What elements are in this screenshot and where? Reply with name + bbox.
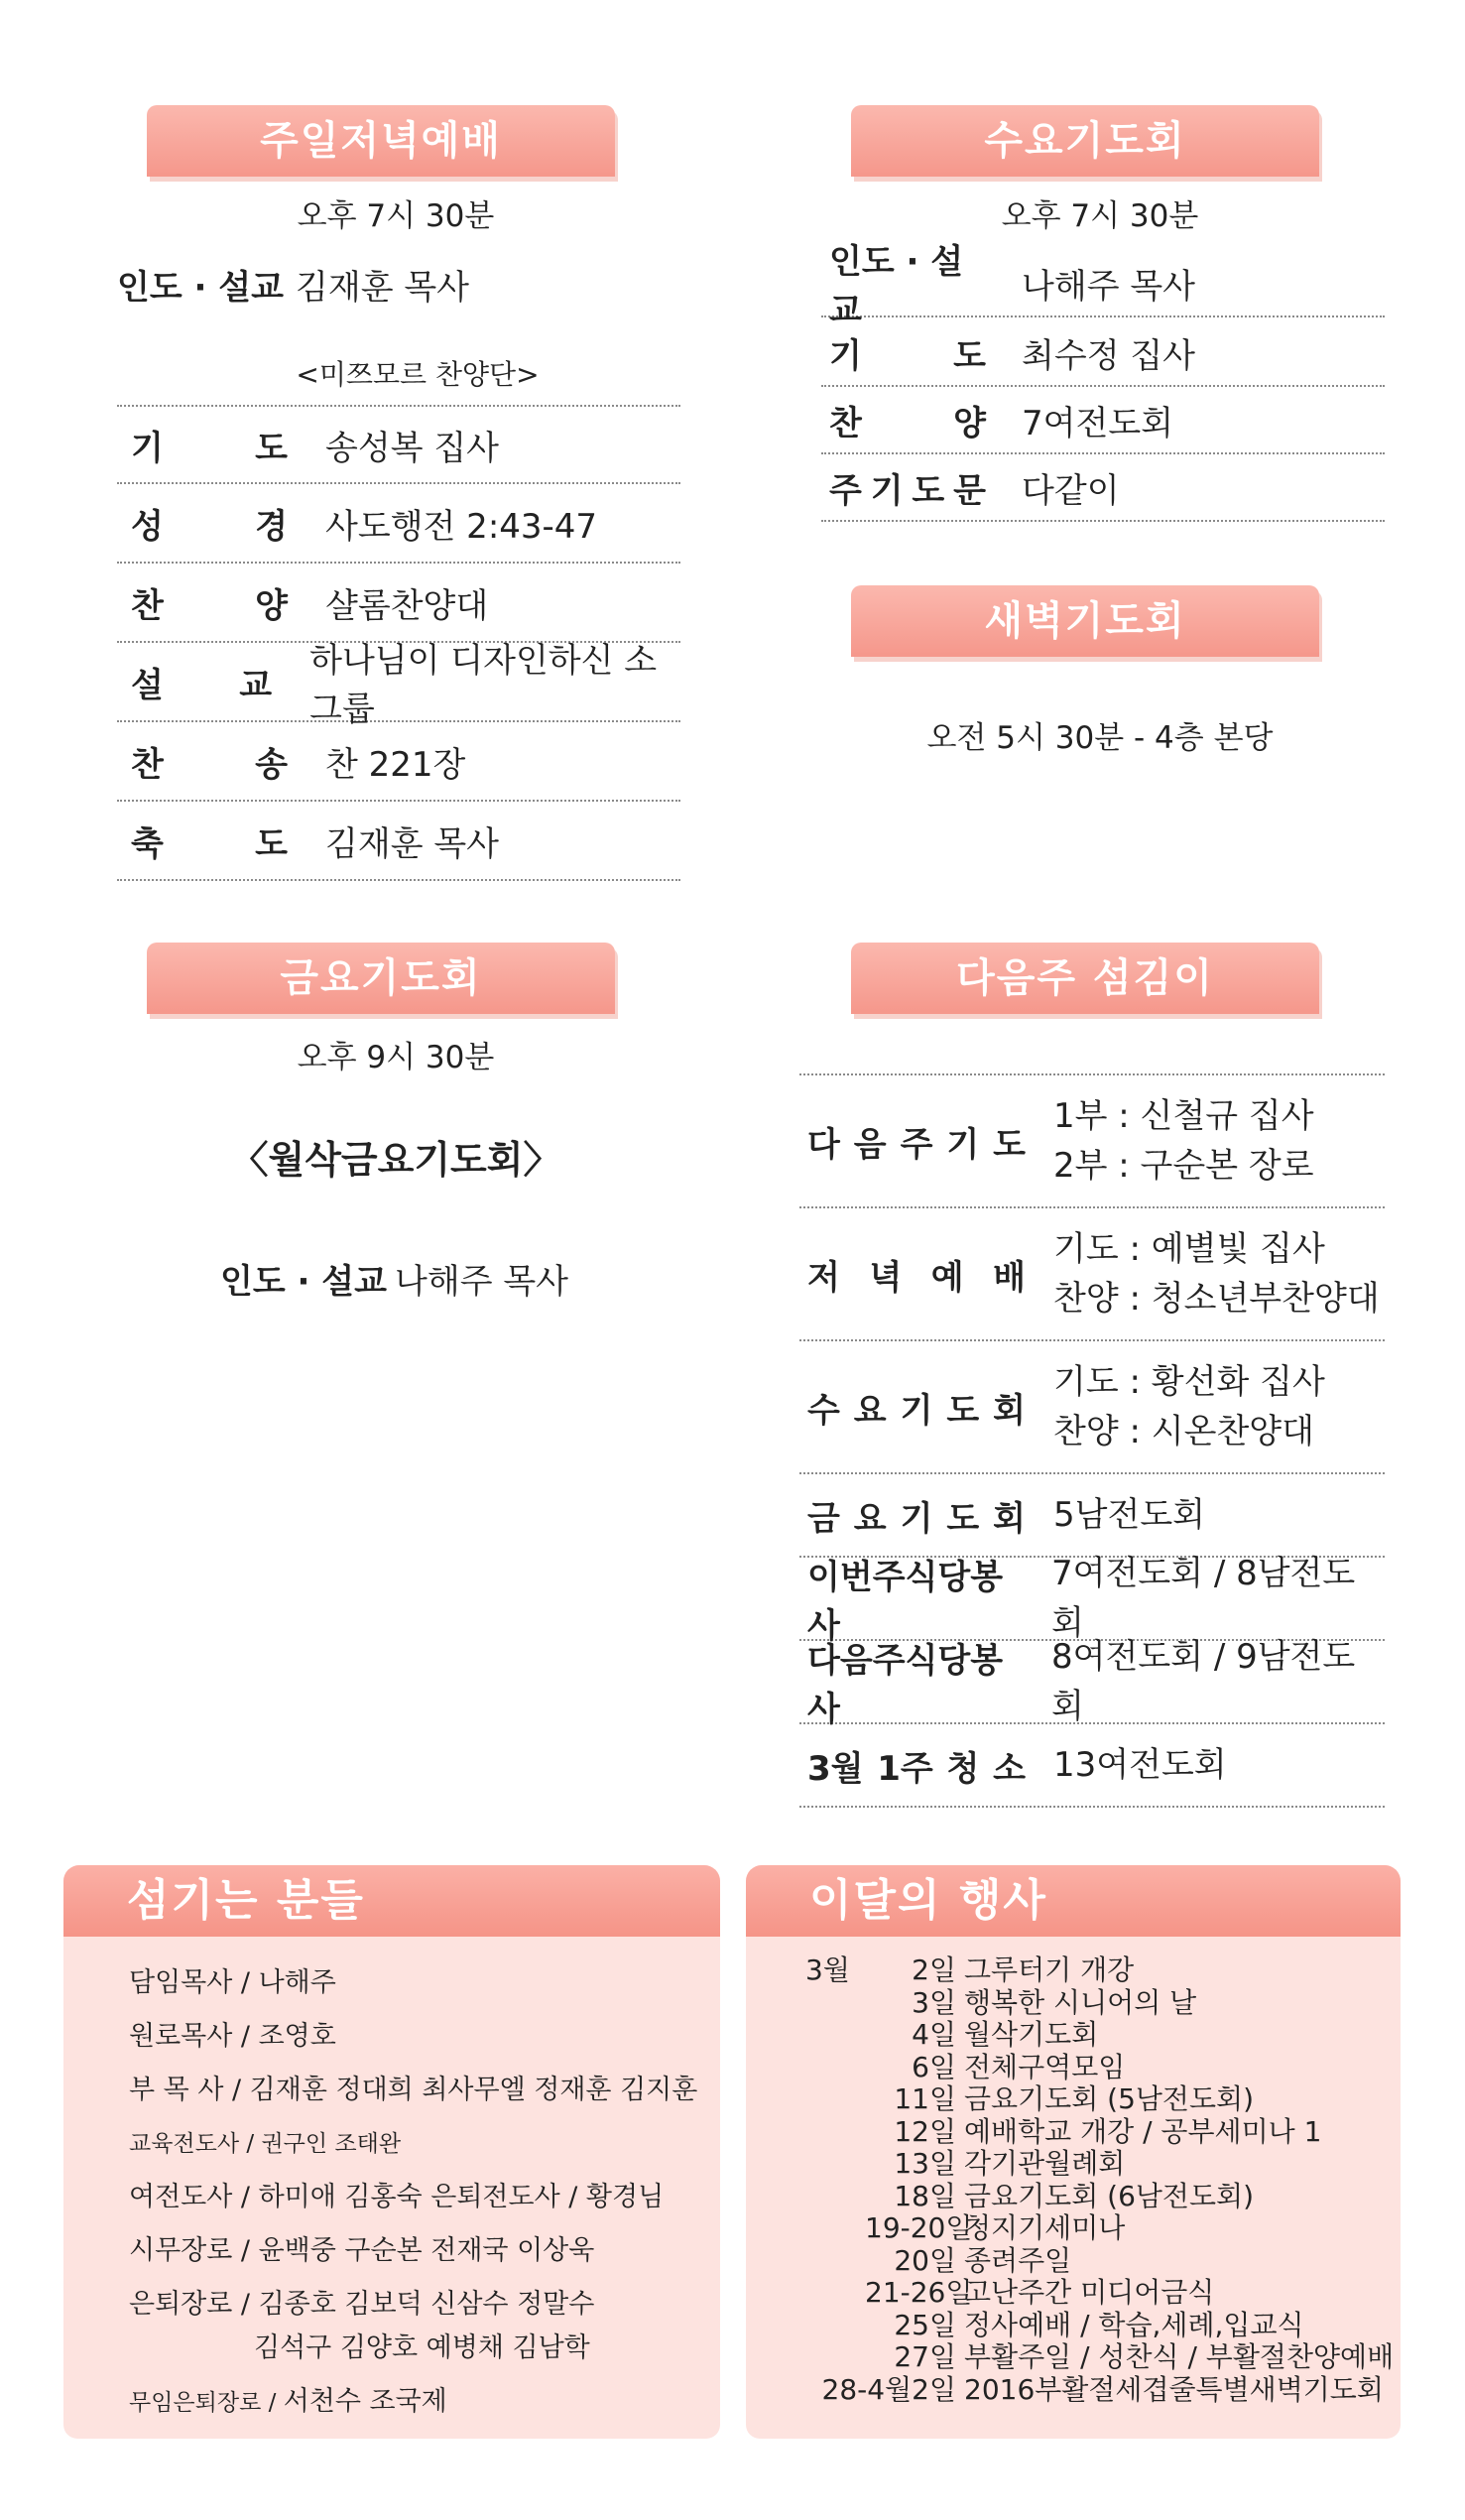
next-week-row-line: 기도 : 황선화 집사 (1053, 1362, 1325, 1402)
wednesday-row-label (829, 328, 986, 377)
next-week-row-label-part: 회 (993, 1498, 1026, 1539)
sunday-row (117, 802, 680, 881)
servants-list (63, 1937, 720, 2429)
wednesday-row-label (829, 396, 986, 444)
sunday-row-label-part: 도 (255, 823, 288, 864)
next-week-row-line: 찬양 : 청소년부찬양대 (1053, 1279, 1380, 1319)
next-week-row-line: 기도 : 예별빛 집사 (1053, 1229, 1325, 1269)
servant-line: 교육전도사 / 권구인 조태완 (129, 2131, 402, 2157)
sunday-row (117, 641, 680, 729)
servant-line-names: 서천수 조국제 (283, 2386, 447, 2417)
event-day: 11일 (894, 2082, 956, 2115)
next-week-row-label (807, 1741, 1026, 1790)
event-text: 금요기도회 (5남전도회) (964, 2082, 1254, 2115)
event-day: 21-26일 (865, 2276, 973, 2309)
servant-line: 여전도사 / 하미애 김홍숙 은퇴전도사 / 황경님 (129, 2182, 665, 2212)
next-week-row-label-part: 이번주식당봉사 (807, 1558, 1004, 1646)
event-day: 6일 (912, 2050, 956, 2083)
wednesday-row-label-part: 인도 · 설교 (829, 242, 964, 330)
dawn-time: 오전 5시 30분 - 4층 본당 (926, 720, 1274, 756)
servants-title: 섬기는 분들 (63, 1865, 720, 1937)
events-box (746, 1865, 1401, 2439)
servants-box (63, 1865, 720, 2439)
next-week-row (799, 1208, 1385, 1341)
servant-line: 은퇴장로 / 김종호 김보덕 신삼수 정말수 (129, 2289, 595, 2320)
event-date: 28-4월2일 (821, 2372, 956, 2406)
event-text: 2016부활절세겹줄특별새벽기도회 (964, 2372, 1384, 2406)
sunday-row-label-part: 찬 (131, 585, 164, 626)
event-item (805, 1987, 1401, 2020)
friday-time: 오후 9시 30분 (297, 1040, 495, 1075)
event-text: 예배학교 개강 / 공부세미나 1 (964, 2114, 1322, 2148)
sunday-row-label (131, 421, 288, 469)
next-week-row-label-part: 1주 (877, 1748, 933, 1789)
event-month (805, 2277, 865, 2310)
event-item (805, 2181, 1401, 2213)
sunday-leader-label: 인도 · 설교 (117, 267, 284, 308)
event-day: 2일 (912, 1953, 956, 1986)
next-week-row-line: 2부 : 구순본 장로 (1053, 1146, 1314, 1186)
next-week-row-label-part: 도 (946, 1390, 980, 1431)
sunday-row-label-part: 기 (131, 428, 164, 468)
event-day: 19-20일 (865, 2211, 973, 2244)
event-item (805, 2019, 1401, 2052)
next-week-row-label-part: 금 (807, 1498, 840, 1539)
event-item (805, 2052, 1401, 2084)
event-month (805, 2212, 865, 2245)
event-item (805, 2148, 1401, 2181)
wednesday-row-label-part: 도 (912, 470, 945, 511)
next-week-row-label-part: 기 (900, 1390, 933, 1431)
event-text: 정사예배 / 학습,세례,입교식 (964, 2308, 1304, 2341)
sunday-row-label (131, 817, 288, 865)
next-week-row-label (807, 1491, 1026, 1540)
event-text: 월삭기도회 (964, 2018, 1099, 2051)
event-month (805, 2310, 865, 2342)
event-day: 3일 (912, 1985, 956, 2019)
wednesday-row-label-part: 찬 (829, 403, 862, 443)
servant-line (129, 2375, 720, 2429)
next-week-row-label-part: 소 (993, 1748, 1026, 1789)
wednesday-row-label-part: 양 (953, 403, 986, 443)
wednesday-row-label-part: 문 (953, 470, 986, 511)
sunday-row-label-part: 송 (255, 744, 288, 785)
wednesday-row-value: 다같이 (1022, 470, 1120, 511)
next-week-row (799, 1554, 1385, 1646)
servant-line: 담임목사 / 나해주 (129, 1967, 336, 1998)
next-week-row-line: 13여전도회 (1053, 1745, 1227, 1785)
event-day: 27일 (894, 2340, 956, 2373)
next-week-row-value (1053, 1091, 1314, 1191)
sunday-row-label-part: 경 (255, 506, 288, 547)
next-week-row-label-part: 주 (900, 1124, 933, 1165)
wednesday-row-label-part: 기 (829, 335, 862, 376)
friday-banner: 금요기도회 (147, 943, 615, 1014)
sunday-row-label-part: 축 (131, 823, 164, 864)
next-week-row-value (1051, 1632, 1385, 1731)
next-week-row-label-part: 도 (946, 1498, 980, 1539)
event-day: 4일 (912, 2018, 956, 2051)
next-week-row-label-part: 예 (930, 1257, 964, 1298)
next-week-row (799, 1637, 1385, 1729)
sunday-row-label-part: 성 (131, 506, 164, 547)
next-week-row-label-part: 다음주식당봉사 (807, 1641, 1004, 1729)
event-item (805, 2310, 1401, 2342)
servant-line: 부 목 사 / 김재훈 정대희 최사무엘 정재훈 김지훈 (129, 2075, 698, 2105)
sunday-row-value: 사도행전 2:43-47 (325, 506, 598, 547)
event-month (805, 2181, 865, 2213)
friday-leader-label: 인도 · 설교 (220, 1261, 387, 1302)
sunday-row (117, 405, 680, 484)
sunday-row-label (131, 737, 288, 786)
friday-subtitle: 〈월삭금요기도회〉 (230, 1138, 561, 1182)
event-month (805, 2019, 865, 2052)
event-text: 부활주일 / 성찬식 / 부활절찬양예배 (964, 2340, 1395, 2373)
servant-line: 김석구 김양호 예병채 김남학 (254, 2332, 590, 2363)
next-week-row-line: 찬양 : 시온찬양대 (1053, 1412, 1314, 1451)
next-week-row-line: 7여전도회 / 8남전도회 (1051, 1554, 1356, 1643)
event-month: 3월 (805, 1953, 850, 1986)
next-week-row (799, 1474, 1385, 1558)
sunday-row-value: 샬롬찬양대 (325, 585, 489, 626)
event-text: 고난주간 미디어금식 (964, 2276, 1215, 2309)
servant-line-role: 무임은퇴장로 / (129, 2390, 284, 2416)
wednesday-row (821, 319, 1385, 387)
next-week-row-label (807, 1250, 1026, 1299)
sunday-row-label (131, 658, 272, 706)
next-week-row-line: 8여전도회 / 9남전도회 (1051, 1637, 1356, 1726)
sunday-row-value: 송성복 집사 (325, 428, 500, 468)
next-week-row-value (1053, 1357, 1325, 1456)
sunday-row-label-part: 설 (131, 665, 164, 705)
next-week-row-label-part: 저 (807, 1257, 840, 1298)
servant-line: 시무장로 / 윤백중 구순본 전재국 이상욱 (129, 2235, 595, 2266)
dawn-banner: 새벽기도회 (851, 585, 1319, 657)
next-week-row-label-part: 배 (993, 1257, 1026, 1298)
servant-line: 원로목사 / 조영호 (129, 2021, 336, 2052)
next-week-row-value (1053, 1224, 1380, 1323)
wednesday-row-label (829, 463, 986, 512)
wednesday-row (821, 242, 1385, 330)
event-month (805, 2052, 865, 2084)
event-month (805, 2341, 865, 2374)
event-month (805, 1987, 865, 2020)
sunday-row (117, 484, 680, 564)
next-week-row-label (807, 1633, 1024, 1730)
wednesday-row-value: 나해주 목사 (1022, 266, 1196, 307)
next-week-row-label-part: 회 (993, 1390, 1026, 1431)
sunday-row-label (131, 578, 288, 627)
sunday-leader-value: 김재훈 목사 (296, 267, 470, 308)
sunday-row-label (131, 499, 288, 548)
next-week-banner: 다음주 섬김이 (851, 943, 1319, 1014)
sunday-row (117, 722, 680, 802)
event-month (805, 2116, 865, 2149)
wednesday-row-value: 최수정 집사 (1022, 335, 1196, 376)
sunday-row-value: 하나님이 디자인하신 소그룹 (309, 641, 658, 729)
event-text: 금요기도회 (6남전도회) (964, 2179, 1254, 2212)
sunday-row (117, 564, 680, 643)
sunday-evening-time: 오후 7시 30분 (297, 198, 495, 234)
wednesday-row (821, 387, 1385, 454)
next-week-row-label-part: 음 (853, 1124, 887, 1165)
next-week-row-label-part: 다 (807, 1124, 840, 1165)
sunday-row-label-part: 교 (239, 665, 273, 705)
wednesday-row-label-part: 주 (829, 470, 862, 511)
next-week-row-label-part: 요 (853, 1390, 887, 1431)
next-week-row-line: 1부 : 신철규 집사 (1053, 1096, 1314, 1136)
event-month (805, 2148, 865, 2181)
event-month (805, 2245, 865, 2278)
next-week-row-value (1053, 1740, 1227, 1790)
wednesday-row (821, 454, 1385, 522)
sunday-row-label-part: 찬 (131, 744, 164, 785)
next-week-row (799, 1724, 1385, 1808)
event-item (805, 2083, 1401, 2116)
next-week-row-label-part: 기 (900, 1498, 933, 1539)
next-week-row-label (807, 1383, 1026, 1432)
wednesday-row-value: 7여전도회 (1022, 403, 1174, 443)
event-text: 종려주일 (964, 2243, 1072, 2277)
friday-leader-value: 나해주 목사 (395, 1261, 569, 1302)
event-item (805, 2277, 1401, 2310)
wednesday-row-label-part: 기 (870, 470, 904, 511)
sunday-row-label-part: 양 (255, 585, 288, 626)
next-week-row-label (807, 1117, 1026, 1166)
event-text: 그루터기 개강 (964, 1953, 1135, 1986)
sunday-evening-banner: 주일저녁예배 (147, 105, 615, 177)
wednesday-banner: 수요기도회 (851, 105, 1319, 177)
wednesday-time: 오후 7시 30분 (1001, 198, 1199, 234)
sunday-leader-row (117, 254, 676, 314)
event-item (805, 2341, 1401, 2374)
next-week-row-label-part: 요 (853, 1498, 887, 1539)
next-week-row-label-part: 녁 (869, 1257, 903, 1298)
next-week-row-label-part: 수 (807, 1390, 840, 1431)
event-text: 각기관월례회 (964, 2147, 1126, 2180)
event-text: 청지기세미나 (964, 2211, 1126, 2244)
next-week-row (799, 1341, 1385, 1474)
next-week-row (799, 1075, 1385, 1208)
events-title: 이달의 행사 (746, 1865, 1401, 1937)
sunday-choir-note: <미쯔모르 찬양단> (296, 358, 540, 391)
sunday-row-label-part: 도 (255, 428, 288, 468)
events-list (746, 1937, 1401, 2406)
wednesday-row-label-part: 도 (953, 335, 986, 376)
event-day: 13일 (894, 2147, 956, 2180)
next-week-row-label-part: 청 (946, 1748, 980, 1789)
event-month (805, 2083, 865, 2116)
friday-leader-row (220, 1248, 637, 1308)
event-item (805, 2212, 1401, 2245)
next-week-row-label-part: 3월 (807, 1748, 864, 1789)
event-text: 전체구역모임 (964, 2050, 1126, 2083)
event-item (805, 2374, 1401, 2407)
next-week-row-label-part: 기 (946, 1124, 980, 1165)
event-day: 25일 (894, 2308, 956, 2341)
event-day: 18일 (894, 2179, 956, 2212)
event-day: 20일 (894, 2243, 956, 2277)
sunday-row-value: 찬 221장 (325, 744, 466, 785)
event-text: 행복한 시니어의 날 (964, 1985, 1197, 2019)
event-item (805, 2245, 1401, 2278)
next-week-row-label-part: 도 (993, 1124, 1026, 1165)
sunday-row-value: 김재훈 목사 (325, 823, 500, 864)
next-week-row-value (1053, 1490, 1205, 1540)
event-day: 12일 (894, 2114, 956, 2148)
event-item (805, 2116, 1401, 2149)
next-week-row-line: 5남전도회 (1053, 1495, 1206, 1535)
event-item (805, 1954, 1401, 1987)
wednesday-row-label (829, 234, 986, 331)
